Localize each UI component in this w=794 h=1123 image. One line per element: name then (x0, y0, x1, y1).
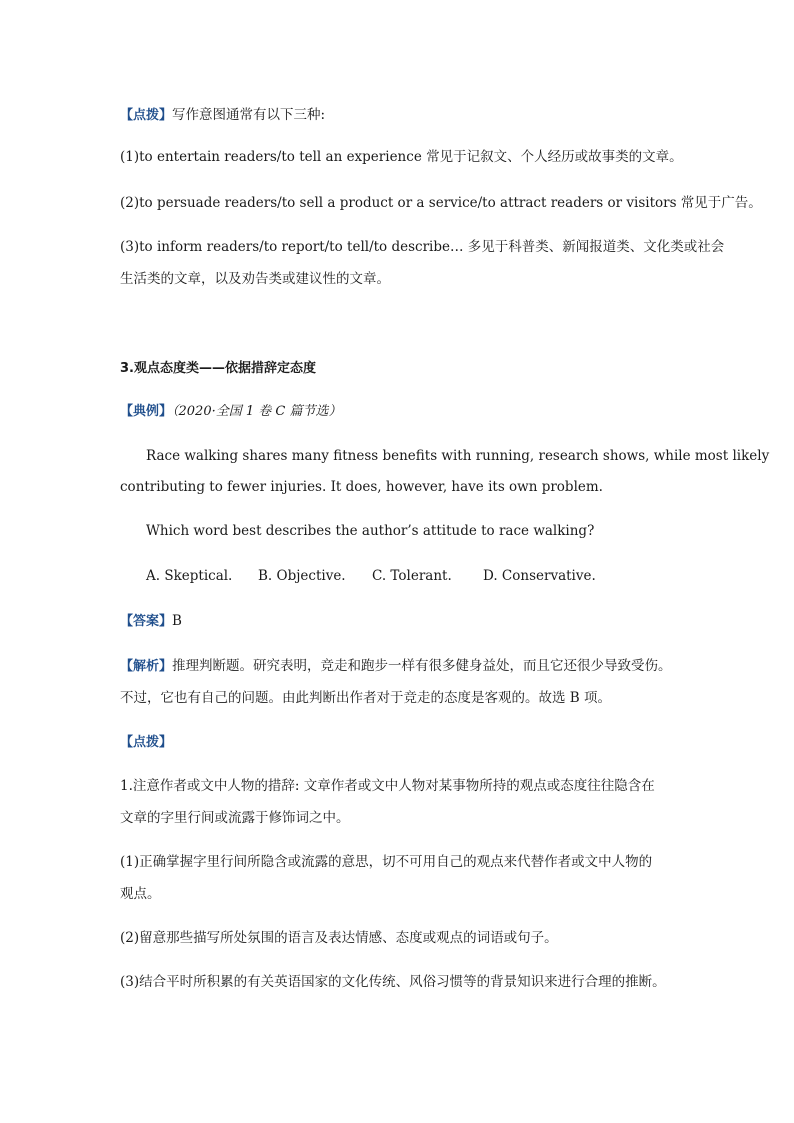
analysis-line-2: 不过，它也有自己的问题。由此判断出作者对于竞走的态度是客观的。故选 B 项。 (120, 690, 612, 706)
option-d: D. Conservative. (483, 568, 596, 584)
section-heading: 3.观点态度类——依据措辞定态度 (120, 361, 316, 376)
question-text: Which word best describes the author’s attitude to race walking? (146, 523, 595, 539)
answer-options (146, 567, 706, 585)
analysis-line-1 (120, 657, 680, 676)
tip-text: 写作意图通常有以下三种: (172, 107, 326, 123)
example-source: （2020·全国 1 卷 C 篇节选） (172, 404, 342, 419)
option-c: C. Tolerant. (372, 568, 452, 584)
option-a: A. Skeptical. (146, 568, 233, 584)
answer-value: B (172, 613, 182, 629)
example-tag: 【典例】 (120, 404, 173, 419)
intent-item-2: (2)to persuade readers/to sell a product or a service/to attract readers or visitors 常见于广告。 (120, 195, 762, 211)
tip-tag-2: 【点拨】 (120, 735, 173, 750)
tip-paragraph-1 (120, 106, 680, 125)
tip-line-5: (2)留意那些描写所处氛围的语言及表达情感、态度或观点的词语或句子。 (120, 930, 558, 946)
option-b: B. Objective. (258, 568, 346, 584)
passage-line-1: Race walking shares many fitness benefits with running, research shows, while most likely (146, 448, 770, 464)
example-label (120, 402, 680, 421)
intent-item-1: (1)to entertain readers/to tell an experience 常见于记叙文、个人经历或故事类的文章。 (120, 149, 683, 165)
intent-item-3-continued: 生活类的文章，以及劝告类或建议性的文章。 (120, 271, 390, 287)
analysis-text-1: 推理判断题。研究表明，竞走和跑步一样有很多健身益处，而且它还很少导致受伤。 (172, 658, 672, 674)
tip-line-4: 观点。 (120, 886, 161, 902)
tip-line-6: (3)结合平时所积累的有关英语国家的文化传统、风俗习惯等的背景知识来进行合理的推断。 (120, 974, 666, 990)
answer-row (120, 612, 680, 631)
answer-tag: 【答案】 (120, 614, 173, 629)
passage-line-2: contributing to fewer injuries. It does, however, have its own problem. (120, 479, 603, 495)
tip-line-3: (1)正确掌握字里行间所隐含或流露的意思，切不可用自己的观点来代替作者或文中人物的 (120, 854, 653, 870)
tip-line-1: 1.注意作者或文中人物的措辞: 文章作者或文中人物对某事物所持的观点或态度往往隐含在 (120, 778, 655, 794)
tip-line-2: 文章的字里行间或流露于修饰词之中。 (120, 810, 350, 826)
intent-item-3: (3)to inform readers/to report/to tell/to describe… 多见于科普类、新闻报道类、文化类或社会 (120, 239, 725, 255)
analysis-tag: 【解析】 (120, 659, 173, 674)
tip-tag: 【点拨】 (120, 108, 173, 123)
